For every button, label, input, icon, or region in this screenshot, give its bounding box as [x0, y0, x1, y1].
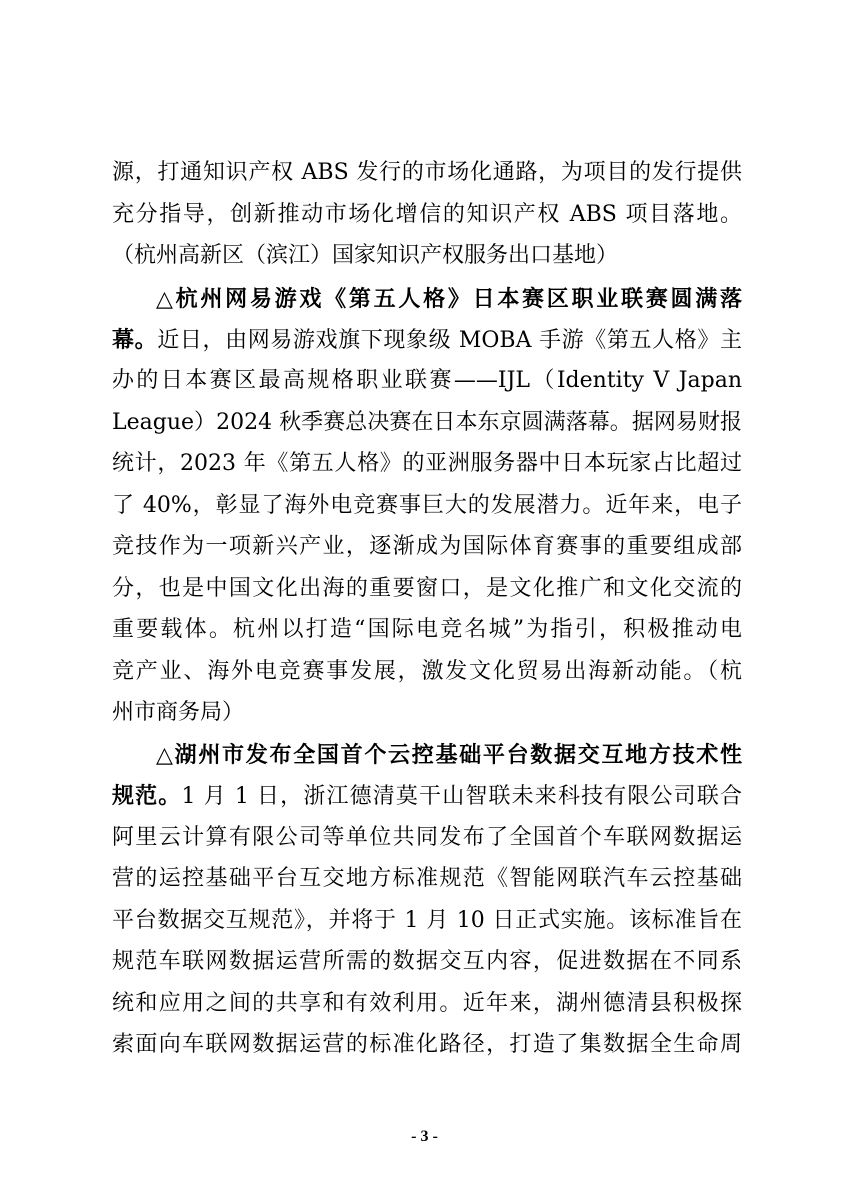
paragraph-line: 索面向车联网数据运营的标准化路径，打造了集数据全生命周 — [112, 1032, 742, 1057]
news-headline: △湖州市发布全国首个云控基础平台数据交互地方技术性 — [156, 742, 742, 768]
paragraph-line: 充分指导，创新推动市场化增信的知识产权 ABS 项目落地。 — [112, 202, 742, 227]
paragraph-line: （杭州高新区（滨江）国家知识产权服务出口基地） — [112, 243, 619, 268]
paragraph-text: 1 月 1 日，浙江德清莫干山智联未来科技有限公司联合 — [181, 784, 742, 809]
news-headline-end: 规范。 — [112, 783, 182, 809]
headline-with-text — [112, 320, 742, 360]
paragraph-text: 近日，由网易游戏旗下现象级 MOBA 手游《第五人格》主 — [157, 328, 742, 353]
paragraph-line: 了 40%，彰显了海外电竞赛事巨大的发展潜力。近年来，电子 — [112, 493, 742, 518]
paragraph-line: League）2024 秋季赛总决赛在日本东京圆满落幕。据网易财报 — [112, 410, 742, 435]
paragraph-line: 州市商务局） — [112, 700, 245, 725]
paragraph-line: 竞产业、海外电竞赛事发展，激发文化贸易出海新动能。（杭 — [112, 659, 742, 684]
headline-with-text — [112, 776, 742, 816]
paragraph-line: 重要载体。杭州以打造“国际电竞名城”为指引，积极推动电 — [112, 617, 742, 642]
paragraph-line: 统和应用之间的共享和有效利用。近年来，湖州德清县积极探 — [112, 991, 742, 1016]
paragraph-line: 分，也是中国文化出海的重要窗口，是文化推广和文化交流的 — [112, 576, 742, 601]
news-headline-end: 幕。 — [112, 327, 158, 353]
news-headline: △杭州网易游戏《第五人格》日本赛区职业联赛圆满落 — [156, 286, 742, 312]
paragraph-line: 规范车联网数据运营所需的数据交互内容，促进数据在不同系 — [112, 949, 742, 974]
paragraph-line: 平台数据交互规范》，并将于 1 月 10 日正式实施。该标准旨在 — [112, 908, 742, 933]
paragraph-line: 源，打通知识产权 ABS 发行的市场化通路，为项目的发行提供 — [112, 160, 742, 185]
paragraph-line: 竞技作为一项新兴产业，逐渐成为国际体育赛事的重要组成部 — [112, 534, 742, 559]
paragraph-line: 办的日本赛区最高规格职业联赛——IJL（Identity V Japan — [112, 368, 742, 393]
paragraph-line: 营的运控基础平台互交地方标准规范《智能网联汽车云控基础 — [112, 866, 742, 891]
paragraph-line: 阿里云计算有限公司等单位共同发布了全国首个车联网数据运 — [112, 825, 742, 850]
page-number: - 3 - — [411, 1128, 438, 1145]
paragraph-line: 统计，2023 年《第五人格》的亚洲服务器中日本玩家占比超过 — [112, 451, 742, 476]
